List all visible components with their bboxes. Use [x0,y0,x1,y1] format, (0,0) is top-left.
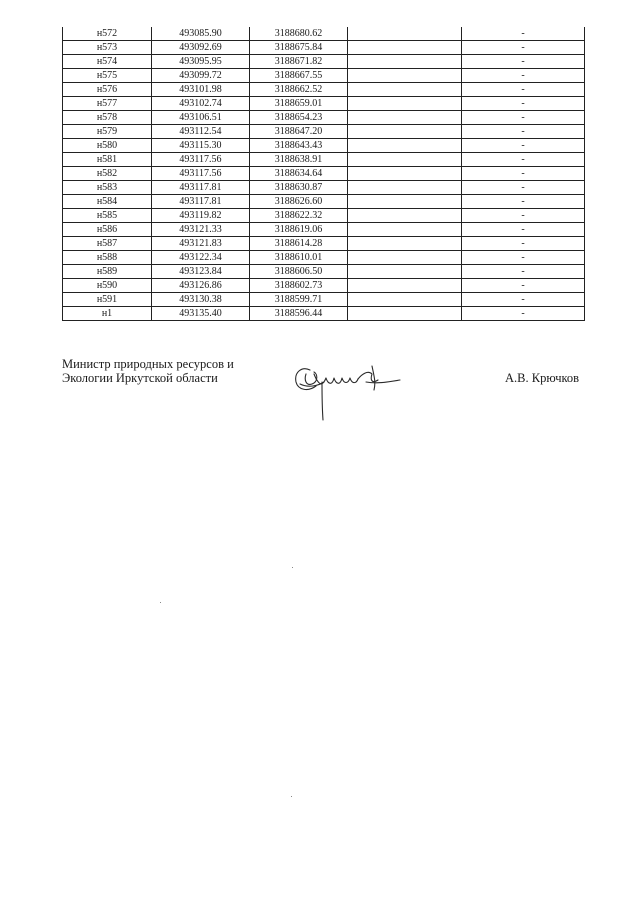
dash-cell: - [462,265,585,279]
table-row [63,209,585,223]
table-row [63,237,585,251]
dash-cell: - [462,153,585,167]
y-coordinate-cell: 3188606.50 [250,265,348,279]
empty-cell [348,83,462,97]
point-name-cell: н579 [63,125,152,139]
dash-cell: - [462,223,585,237]
table-row [63,251,585,265]
y-coordinate-cell: 3188667.55 [250,69,348,83]
point-name-cell: н573 [63,41,152,55]
signer-name: А.В. Крючков [505,371,580,385]
y-coordinate-cell: 3188622.32 [250,209,348,223]
y-coordinate-cell: 3188614.28 [250,237,348,251]
point-name-cell: н582 [63,167,152,181]
empty-cell [348,41,462,55]
dash-cell: - [462,111,585,125]
x-coordinate-cell: 493121.33 [152,223,250,237]
y-coordinate-cell: 3188596.44 [250,307,348,321]
table-row [63,27,585,41]
x-coordinate-cell: 493135.40 [152,307,250,321]
table-row [63,125,585,139]
x-coordinate-cell: 493092.69 [152,41,250,55]
x-coordinate-cell: 493085.90 [152,27,250,41]
x-coordinate-cell: 493095.95 [152,55,250,69]
x-coordinate-cell: 493121.83 [152,237,250,251]
dash-cell: - [462,181,585,195]
dash-cell: - [462,279,585,293]
empty-cell [348,27,462,41]
y-coordinate-cell: 3188610.01 [250,251,348,265]
y-coordinate-cell: 3188647.20 [250,125,348,139]
empty-cell [348,139,462,153]
point-name-cell: н572 [63,27,152,41]
dash-cell: - [462,27,585,41]
x-coordinate-cell: 493117.81 [152,195,250,209]
point-name-cell: н588 [63,251,152,265]
empty-cell [348,55,462,69]
empty-cell [348,265,462,279]
x-coordinate-cell: 493117.56 [152,153,250,167]
coordinates-table [62,27,585,321]
y-coordinate-cell: 3188599.71 [250,293,348,307]
empty-cell [348,293,462,307]
empty-cell [348,111,462,125]
x-coordinate-cell: 493117.81 [152,181,250,195]
empty-cell [348,251,462,265]
point-name-cell: н589 [63,265,152,279]
dash-cell: - [462,293,585,307]
table-row [63,265,585,279]
table-row [63,153,585,167]
dash-cell: - [462,41,585,55]
dash-cell: - [462,69,585,83]
point-name-cell: н581 [63,153,152,167]
point-name-cell: н590 [63,279,152,293]
x-coordinate-cell: 493115.30 [152,139,250,153]
dash-cell: - [462,125,585,139]
table-row [63,55,585,69]
signer-position [62,357,234,385]
x-coordinate-cell: 493102.74 [152,97,250,111]
dash-cell: - [462,55,585,69]
point-name-cell: н577 [63,97,152,111]
table-row [63,293,585,307]
x-coordinate-cell: 493101.98 [152,83,250,97]
x-coordinate-cell: 493099.72 [152,69,250,83]
scan-speck [292,567,293,568]
x-coordinate-cell: 493119.82 [152,209,250,223]
dash-cell: - [462,307,585,321]
table-row [63,83,585,97]
table-row [63,307,585,321]
coordinates-table-body [63,27,585,321]
table-row [63,195,585,209]
x-coordinate-cell: 493117.56 [152,167,250,181]
empty-cell [348,125,462,139]
empty-cell [348,195,462,209]
point-name-cell: н591 [63,293,152,307]
empty-cell [348,181,462,195]
dash-cell: - [462,209,585,223]
dash-cell: - [462,139,585,153]
y-coordinate-cell: 3188619.06 [250,223,348,237]
dash-cell: - [462,237,585,251]
position-line-1: Министр природных ресурсов и [62,357,234,371]
point-name-cell: н585 [63,209,152,223]
x-coordinate-cell: 493130.38 [152,293,250,307]
point-name-cell: н583 [63,181,152,195]
scan-speck [291,796,292,797]
x-coordinate-cell: 493126.86 [152,279,250,293]
y-coordinate-cell: 3188630.87 [250,181,348,195]
table-row [63,223,585,237]
y-coordinate-cell: 3188675.84 [250,41,348,55]
table-row [63,181,585,195]
table-row [63,111,585,125]
x-coordinate-cell: 493112.54 [152,125,250,139]
y-coordinate-cell: 3188643.43 [250,139,348,153]
y-coordinate-cell: 3188680.62 [250,27,348,41]
empty-cell [348,279,462,293]
dash-cell: - [462,251,585,265]
x-coordinate-cell: 493106.51 [152,111,250,125]
table-row [63,97,585,111]
point-name-cell: н584 [63,195,152,209]
empty-cell [348,223,462,237]
dash-cell: - [462,97,585,111]
empty-cell [348,167,462,181]
table-row [63,69,585,83]
empty-cell [348,97,462,111]
dash-cell: - [462,83,585,97]
y-coordinate-cell: 3188602.73 [250,279,348,293]
y-coordinate-cell: 3188671.82 [250,55,348,69]
table-row [63,139,585,153]
y-coordinate-cell: 3188638.91 [250,153,348,167]
point-name-cell: н580 [63,139,152,153]
empty-cell [348,307,462,321]
empty-cell [348,209,462,223]
position-line-2: Экологии Иркутской области [62,371,218,385]
x-coordinate-cell: 493122.34 [152,251,250,265]
point-name-cell: н578 [63,111,152,125]
dash-cell: - [462,195,585,209]
handwritten-signature-icon [288,362,408,424]
point-name-cell: н1 [63,307,152,321]
point-name-cell: н574 [63,55,152,69]
y-coordinate-cell: 3188654.23 [250,111,348,125]
x-coordinate-cell: 493123.84 [152,265,250,279]
point-name-cell: н575 [63,69,152,83]
y-coordinate-cell: 3188634.64 [250,167,348,181]
empty-cell [348,153,462,167]
table-row [63,41,585,55]
y-coordinate-cell: 3188659.01 [250,97,348,111]
y-coordinate-cell: 3188626.60 [250,195,348,209]
dash-cell: - [462,167,585,181]
table-row [63,279,585,293]
empty-cell [348,237,462,251]
point-name-cell: н576 [63,83,152,97]
empty-cell [348,69,462,83]
scan-speck [160,602,161,603]
y-coordinate-cell: 3188662.52 [250,83,348,97]
table-row [63,167,585,181]
point-name-cell: н586 [63,223,152,237]
point-name-cell: н587 [63,237,152,251]
